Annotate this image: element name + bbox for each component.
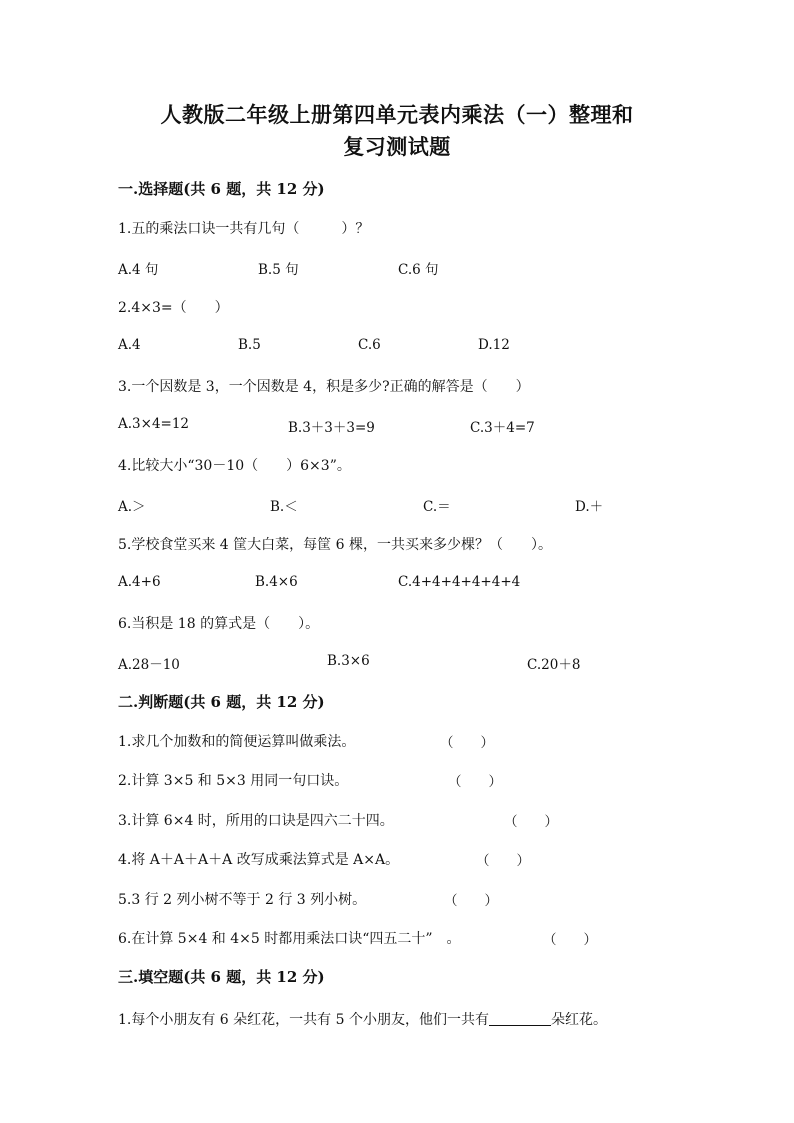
page-title-line-1: 人教版二年级上册第四单元表内乘法（一）整理和 — [160, 102, 634, 127]
option-d: D.12 — [478, 337, 510, 353]
page-title-line-2: 复习测试题 — [343, 134, 451, 159]
question-text: 6.在计算 5×4 和 4×5 时都用乘法口诀“四五二十” 。 — [118, 931, 461, 947]
option-b: B.3×6 — [327, 653, 370, 669]
option-a: A.28－10 — [118, 657, 180, 673]
option-b: B.5 句 — [258, 262, 299, 278]
question-text-after: 朵红花。 — [550, 1012, 607, 1028]
answer-parentheses: （ ） — [440, 735, 494, 751]
option-c: C.3＋4=7 — [470, 420, 535, 436]
answer-parentheses: （ ） — [504, 814, 558, 830]
answer-parentheses: （ ） — [476, 853, 530, 869]
question-text: 4.比较大小“30－10（ ）6×3”。 — [118, 458, 351, 474]
option-a: A.4 句 — [118, 262, 159, 278]
option-a: A.4 — [118, 337, 141, 353]
option-c: C.6 句 — [398, 262, 439, 278]
option-a: A.＞ — [118, 499, 146, 515]
section-heading-fill-blank: 三.填空题(共 6 题，共 12 分) — [118, 968, 325, 986]
fill-blank-question — [118, 1009, 607, 1029]
question-text: 2.计算 3×5 和 5×3 用同一句口诀。 — [118, 773, 349, 789]
answer-parentheses: （ ） — [448, 774, 502, 790]
question-text: 1.求几个加数和的简便运算叫做乘法。 — [118, 734, 356, 750]
question-text: 1.五的乘法口诀一共有几句（ ）？ — [118, 221, 370, 237]
answer-parentheses: （ ） — [543, 932, 597, 948]
section-heading-choice: 一.选择题(共 6 题，共 12 分) — [118, 180, 325, 198]
option-c: C.6 — [358, 337, 381, 353]
option-d: D.＋ — [575, 499, 604, 515]
option-b: B.＜ — [270, 499, 298, 515]
option-c: C.＝ — [423, 499, 451, 515]
option-b: B.5 — [238, 337, 261, 353]
option-c: C.4+4+4+4+4+4 — [398, 574, 521, 590]
option-b: B.4×6 — [255, 574, 298, 590]
question-text: 3.计算 6×4 时，所用的口诀是四六二十四。 — [118, 813, 394, 829]
question-text: 3.一个因数是 3，一个因数是 4，积是多少?正确的解答是（ ） — [118, 379, 530, 395]
answer-blank-line[interactable] — [489, 1011, 551, 1026]
question-text: 4.将 A＋A＋A＋A 改写成乘法算式是 A×A。 — [118, 852, 400, 868]
answer-parentheses: （ ） — [444, 893, 498, 909]
question-text: 5.3 行 2 列小树不等于 2 行 3 列小树。 — [118, 892, 367, 908]
section-heading-judgement: 二.判断题(共 6 题，共 12 分) — [118, 693, 325, 711]
option-a: A.3×4=12 — [118, 416, 190, 432]
option-c: C.20＋8 — [527, 657, 581, 673]
option-a: A.4+6 — [118, 574, 161, 590]
question-text-before: 1.每个小朋友有 6 朵红花，一共有 5 个小朋友，他们一共有 — [118, 1012, 489, 1028]
question-text: 5.学校食堂买来 4 筐大白菜，每筐 6 棵，一共买来多少棵？（ ）。 — [118, 537, 552, 553]
question-text: 6.当积是 18 的算式是（ ）。 — [118, 616, 320, 632]
option-b: B.3＋3＋3=9 — [288, 420, 375, 436]
question-text: 2.4×3=（ ） — [118, 300, 229, 316]
